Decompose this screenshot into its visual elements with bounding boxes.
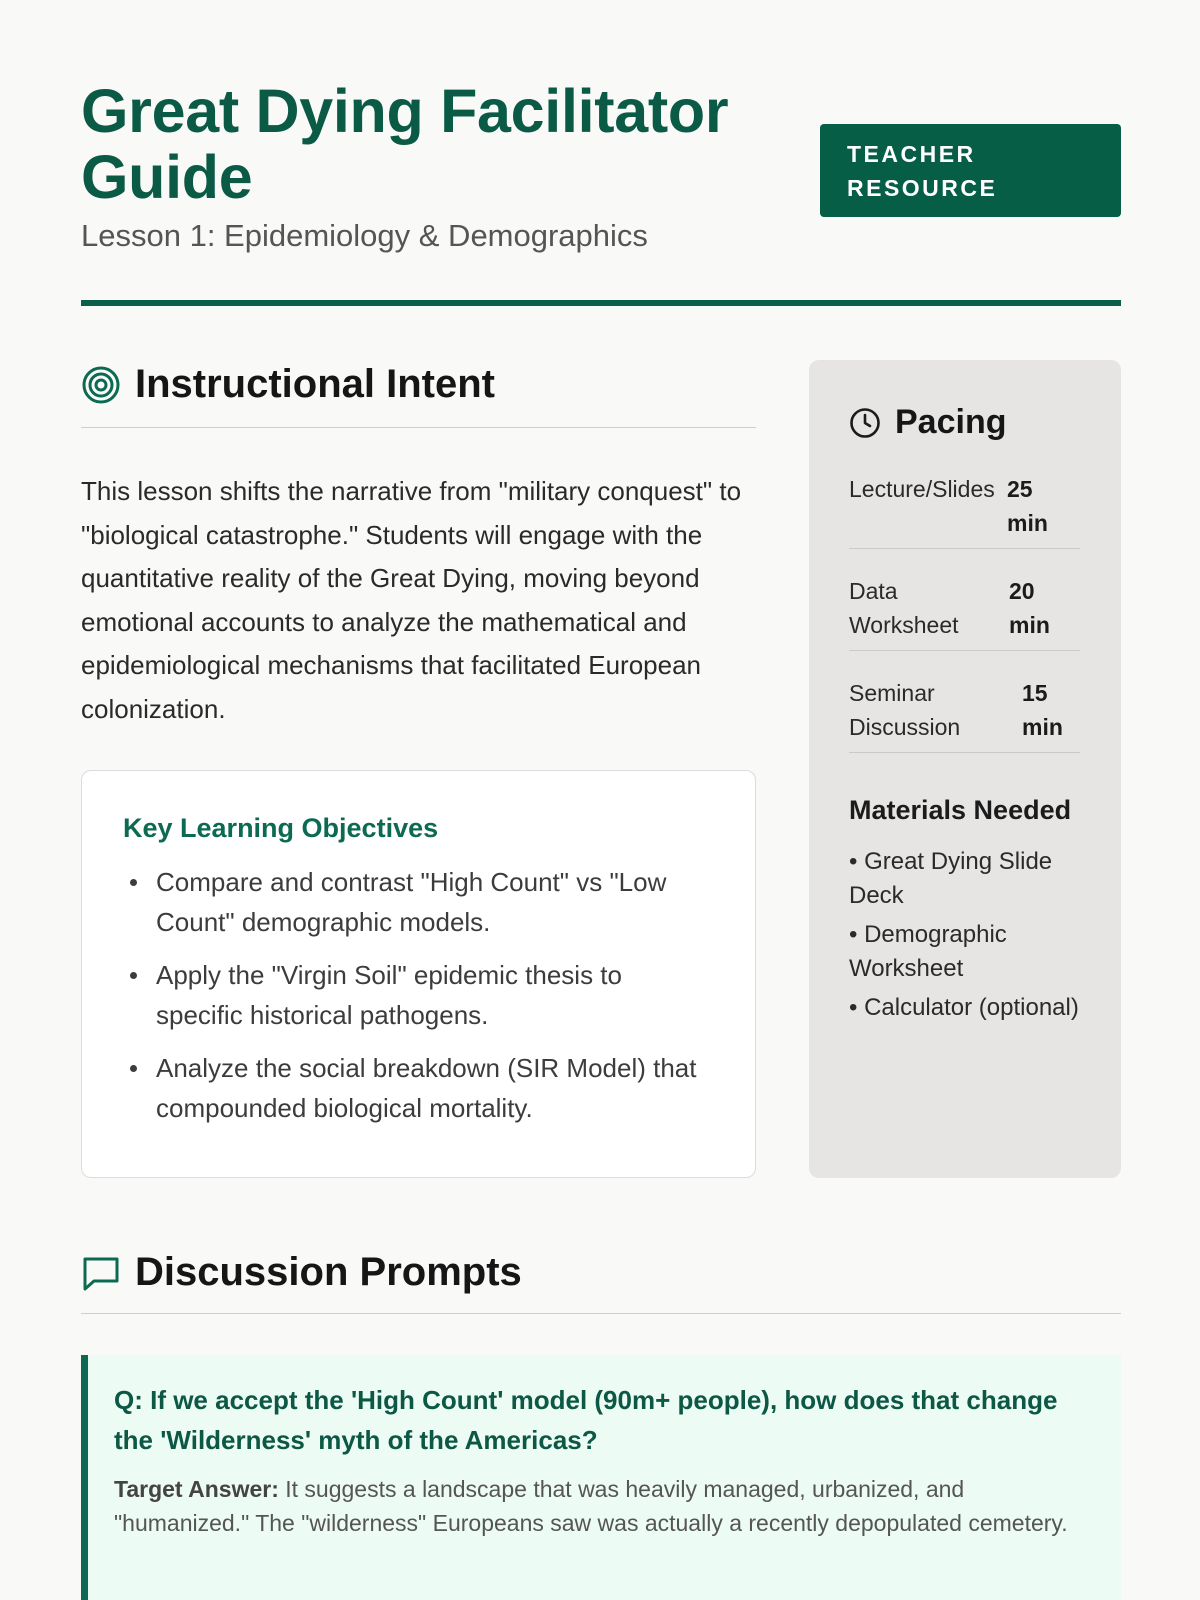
objectives-list — [123, 862, 715, 1128]
pacing-value: 20 min — [1009, 578, 1050, 638]
material-item: • Great Dying Slide Deck — [849, 848, 1053, 909]
pacing-row — [849, 574, 1080, 651]
clock-icon — [849, 407, 881, 439]
teacher-resource-badge: TEACHER RESOURCE — [820, 124, 1121, 217]
material-item: • Calculator (optional) — [849, 994, 1079, 1021]
target-icon — [81, 365, 121, 405]
pacing-row — [849, 676, 1080, 753]
target-answer-label: Target Answer: — [114, 1476, 279, 1502]
section-divider — [81, 1313, 1121, 1314]
chat-bubble-icon — [81, 1253, 121, 1293]
objective-item: Apply the "Virgin Soil" epidemic thesis to specific historical pathogens. — [123, 955, 715, 1035]
instructional-intent-text: This lesson shifts the narrative from "military conquest" to "biological catastrophe." Students will engage with the quantitative reality of the Great Dying, moving beyond emotional accounts to analyze the mathematical and epidemiological mechanisms that facilitated European colonization. — [81, 476, 742, 724]
learning-objectives-card — [81, 770, 756, 1178]
objectives-title: Key Learning Objectives — [123, 813, 439, 843]
facilitator-guide-page — [81, 0, 1121, 1600]
discussion-prompt-card — [81, 1355, 1121, 1600]
prompt-answer — [114, 1472, 1081, 1540]
material-item: • Demographic Worksheet — [849, 921, 1007, 982]
pacing-value: 25 min — [1007, 476, 1048, 536]
pacing-label: Data Worksheet — [849, 578, 959, 638]
discussion-prompts-heading: Discussion Prompts — [135, 1250, 522, 1294]
objective-item: Compare and contrast "High Count" vs "Low Count" demographic models. — [123, 862, 715, 942]
pacing-row — [849, 472, 1080, 549]
materials-title: Materials Needed — [849, 795, 1072, 825]
pacing-header — [849, 403, 1006, 442]
instructional-intent-header — [81, 362, 495, 407]
pacing-label: Seminar Discussion — [849, 680, 961, 740]
page-subtitle: Lesson 1: Epidemiology & Demographics — [81, 218, 648, 253]
discussion-prompts-header — [81, 1250, 522, 1295]
page-title: Great Dying Facilitator Guide — [81, 77, 729, 211]
header-divider — [81, 300, 1121, 306]
instructional-intent-heading: Instructional Intent — [135, 362, 495, 406]
objective-item: Analyze the social breakdown (SIR Model) that compounded biological mortality. — [123, 1048, 715, 1128]
pacing-label: Lecture/Slides — [849, 476, 995, 502]
target-answer-text: It suggests a landscape that was heavily managed, urbanized, and "humanized." The "wilderness" Europeans saw was actually a recently depopulated cemetery. — [114, 1476, 1068, 1536]
section-divider — [81, 427, 756, 428]
pacing-heading: Pacing — [895, 403, 1007, 441]
pacing-value: 15 min — [1022, 680, 1063, 740]
materials-list — [849, 845, 1089, 1030]
prompt-question: Q: If we accept the 'High Count' model (90m+ people), how does that change the 'Wilderness' myth of the Americas? — [114, 1385, 1058, 1455]
